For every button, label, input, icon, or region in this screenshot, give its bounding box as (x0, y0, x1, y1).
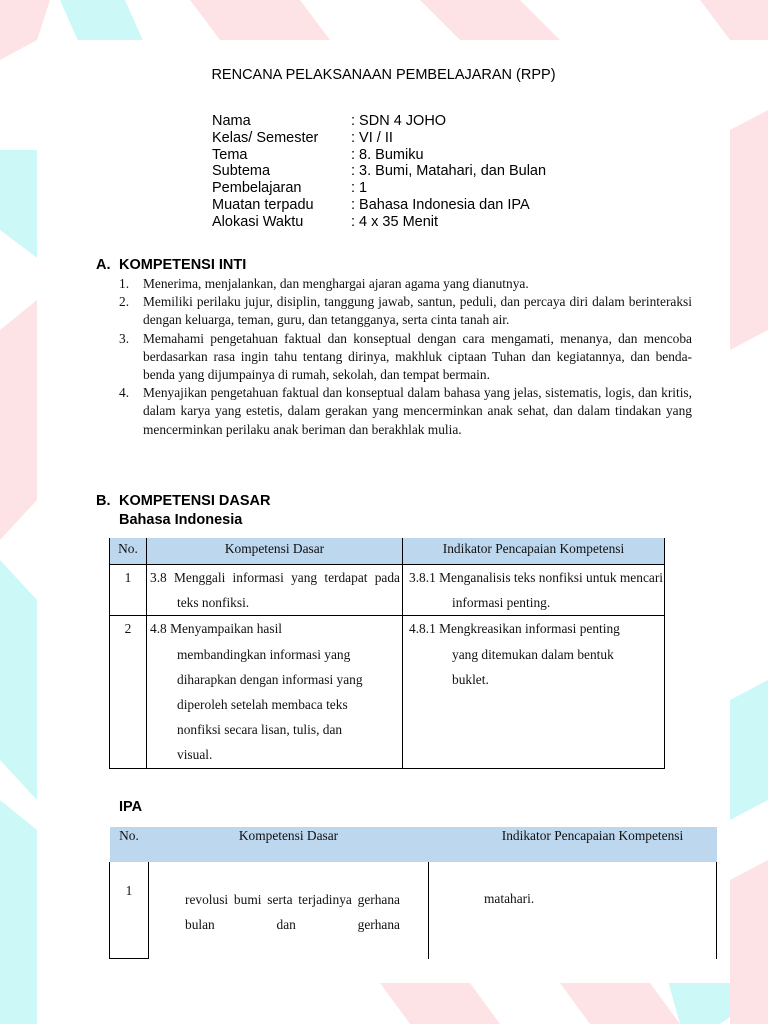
list-item (117, 330, 692, 385)
info-row-pembelajaran (212, 180, 546, 197)
info-value: : Bahasa Indonesia dan IPA (351, 196, 530, 213)
list-number: 3. (119, 330, 130, 346)
list-item (117, 275, 692, 293)
cell-kd: revolusi bumi serta terjadinya gerhana bulan dan gerhana (149, 862, 429, 959)
subsection-ipa: IPA (119, 799, 143, 815)
section-letter: A. (96, 257, 111, 273)
kd-table-bahasa-indonesia (109, 538, 665, 769)
info-row-kelas (212, 130, 546, 147)
document-title: RENCANA PELAKSANAAN PEMBELAJARAN (RPP) (211, 67, 556, 83)
info-value: : 4 x 35 Menit (351, 213, 439, 230)
kd-text: 3.8 Menggali informasi yang terdapat pada teks nonfiksi. (150, 570, 400, 611)
info-label: Nama (212, 113, 251, 129)
document-page (37, 40, 730, 983)
info-value: : SDN 4 JOHO (351, 113, 447, 129)
info-label: Subtema (212, 163, 271, 180)
info-row-nama (212, 113, 546, 130)
list-item (117, 293, 692, 329)
info-label: Tema (212, 146, 248, 163)
cell-no: 2 (110, 616, 147, 768)
subsection-bahasa-indonesia: Bahasa Indonesia (119, 512, 243, 528)
cell-kd (147, 616, 403, 768)
table-header-row (110, 538, 665, 565)
column-header-kd: Kompetensi Dasar (149, 827, 429, 862)
cell-no: 1 (110, 862, 149, 959)
section-title: KOMPETENSI DASAR (119, 493, 271, 509)
info-label: Pembelajaran (212, 180, 302, 197)
section-b-heading (96, 493, 270, 509)
kd-table-ipa (109, 827, 717, 959)
info-row-alokasi (212, 214, 546, 231)
list-number: 4. (119, 385, 130, 401)
table-header-row (110, 827, 717, 862)
info-label: Muatan terpadu (212, 196, 314, 213)
column-header-no: No. (110, 538, 147, 565)
info-value: : 3. Bumi, Matahari, dan Bulan (351, 163, 547, 180)
indikator-text: 3.8.1 Menganalisis teks nonfiksi untuk mencari informasi penting. (409, 570, 664, 611)
cell-no: 1 (110, 565, 147, 616)
table-row (110, 565, 665, 616)
info-label: Alokasi Waktu (212, 213, 304, 230)
column-header-kd: Kompetensi Dasar (147, 538, 403, 565)
table-row (110, 616, 665, 768)
info-value: : VI / II (351, 129, 393, 146)
list-text: Menerima, menjalankan, dan menghargai ajaran agama yang dianutnya. (143, 276, 529, 291)
list-item (117, 384, 692, 439)
list-text: Memahami pengetahuan faktual dan konseptual dengan cara mengamati, menanya, dan mencoba berdasarkan rasa ingin tahu tentang dirinya, makhluk ciptaan Tuhan dan kegiatannya, dan benda-benda yang dijumpainya di rumah, sekolah, dan tempat bermain. (143, 330, 692, 383)
kompetensi-inti-list (117, 275, 692, 439)
table-row (110, 862, 717, 959)
info-row-subtema (212, 163, 546, 180)
cell-indikator: matahari. (429, 862, 717, 959)
column-header-indikator: Indikator Pencapaian Kompetensi (403, 538, 665, 565)
section-letter: B. (96, 493, 111, 509)
indikator-text: 4.8.1 Mengkreasikan informasi penting yang ditemukan dalam bentuk buklet. (409, 621, 620, 687)
cell-indikator (403, 565, 665, 616)
info-row-tema (212, 147, 546, 164)
section-a-heading (96, 257, 246, 273)
info-value: : 1 (351, 180, 368, 197)
info-label: Kelas/ Semester (212, 129, 319, 146)
kd-text: 4.8 Menyampaikan hasil membandingkan informasi yang diharapkan dengan informasi yang diperoleh setelah membaca teks nonfiksi secara lisan, tulis, dan visual. (150, 621, 363, 763)
cell-indikator (403, 616, 665, 768)
info-value: : 8. Bumiku (351, 146, 424, 163)
column-header-no: No. (110, 827, 149, 862)
list-text: Memiliki perilaku jujur, disiplin, tanggung jawab, santun, peduli, dan percaya diri dalam berinteraksi dengan keluarga, teman, guru, dan tetangganya, serta cinta tanah air. (143, 294, 692, 328)
list-text: Menyajikan pengetahuan faktual dan konseptual dalam bahasa yang jelas, sistematis, logis, dan kritis, dalam karya yang estetis, dalam gerakan yang mencerminkan anak sehat, dan dalam tindakan yang mencerminkan perilaku anak beriman dan berakhlak mulia. (143, 385, 692, 437)
list-number: 2. (119, 294, 130, 310)
column-header-indikator: Indikator Pencapaian Kompetensi (429, 827, 717, 862)
cell-kd (147, 565, 403, 616)
section-title: KOMPETENSI INTI (119, 257, 247, 273)
list-number: 1. (119, 276, 130, 291)
info-row-muatan (212, 197, 546, 214)
identity-block (212, 113, 546, 231)
